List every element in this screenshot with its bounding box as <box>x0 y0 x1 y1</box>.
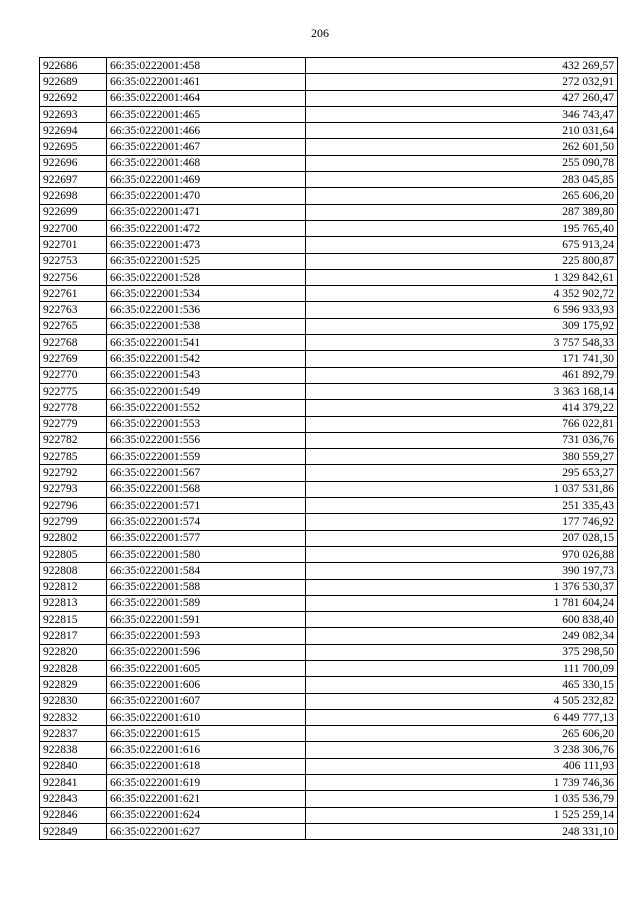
row-number-cell: 922701 <box>40 237 107 253</box>
table-row <box>40 758 618 774</box>
value-cell: 731 036,76 <box>306 432 618 448</box>
row-number-cell: 922805 <box>40 546 107 562</box>
row-number-cell: 922802 <box>40 530 107 546</box>
value-cell: 432 269,57 <box>306 58 618 74</box>
row-number-cell: 922775 <box>40 383 107 399</box>
table-row <box>40 775 618 791</box>
cadastral-number-cell: 66:35:0222001:465 <box>107 106 306 122</box>
cadastral-number-cell: 66:35:0222001:580 <box>107 546 306 562</box>
row-number-cell: 922694 <box>40 123 107 139</box>
row-number-cell: 922849 <box>40 823 107 839</box>
row-number-cell: 922692 <box>40 90 107 106</box>
table-row <box>40 677 618 693</box>
row-number-cell: 922792 <box>40 465 107 481</box>
row-number-cell: 922796 <box>40 498 107 514</box>
value-cell: 177 746,92 <box>306 514 618 530</box>
table-row <box>40 530 618 546</box>
table-body <box>40 58 618 840</box>
cadastral-number-cell: 66:35:0222001:574 <box>107 514 306 530</box>
table-row <box>40 481 618 497</box>
cadastral-number-cell: 66:35:0222001:464 <box>107 90 306 106</box>
table-row <box>40 123 618 139</box>
row-number-cell: 922689 <box>40 74 107 90</box>
table-row <box>40 498 618 514</box>
table-row <box>40 400 618 416</box>
row-number-cell: 922793 <box>40 481 107 497</box>
value-cell: 970 026,88 <box>306 546 618 562</box>
table-row <box>40 514 618 530</box>
table-row <box>40 595 618 611</box>
table-row <box>40 351 618 367</box>
row-number-cell: 922841 <box>40 775 107 791</box>
value-cell: 406 111,93 <box>306 758 618 774</box>
cadastral-number-cell: 66:35:0222001:607 <box>107 693 306 709</box>
row-number-cell: 922765 <box>40 318 107 334</box>
row-number-cell: 922840 <box>40 758 107 774</box>
table-row <box>40 709 618 725</box>
value-cell: 3 757 548,33 <box>306 335 618 351</box>
value-cell: 380 559,27 <box>306 449 618 465</box>
value-cell: 675 913,24 <box>306 237 618 253</box>
value-cell: 4 352 902,72 <box>306 286 618 302</box>
cadastral-number-cell: 66:35:0222001:472 <box>107 220 306 236</box>
row-number-cell: 922815 <box>40 612 107 628</box>
cadastral-number-cell: 66:35:0222001:538 <box>107 318 306 334</box>
cadastral-number-cell: 66:35:0222001:588 <box>107 579 306 595</box>
cadastral-number-cell: 66:35:0222001:552 <box>107 400 306 416</box>
cadastral-number-cell: 66:35:0222001:619 <box>107 775 306 791</box>
cadastral-number-cell: 66:35:0222001:468 <box>107 155 306 171</box>
value-cell: 600 838,40 <box>306 612 618 628</box>
cadastral-number-cell: 66:35:0222001:591 <box>107 612 306 628</box>
value-cell: 6 596 933,93 <box>306 302 618 318</box>
row-number-cell: 922770 <box>40 367 107 383</box>
value-cell: 1 781 604,24 <box>306 595 618 611</box>
value-cell: 414 379,22 <box>306 400 618 416</box>
row-number-cell: 922693 <box>40 106 107 122</box>
value-cell: 346 743,47 <box>306 106 618 122</box>
value-cell: 427 260,47 <box>306 90 618 106</box>
cadastral-number-cell: 66:35:0222001:543 <box>107 367 306 383</box>
value-cell: 1 329 842,61 <box>306 269 618 285</box>
cadastral-number-cell: 66:35:0222001:528 <box>107 269 306 285</box>
row-number-cell: 922763 <box>40 302 107 318</box>
cadastral-number-cell: 66:35:0222001:549 <box>107 383 306 399</box>
cadastral-number-cell: 66:35:0222001:541 <box>107 335 306 351</box>
row-number-cell: 922828 <box>40 660 107 676</box>
table-row <box>40 693 618 709</box>
table-row <box>40 318 618 334</box>
value-cell: 265 606,20 <box>306 726 618 742</box>
cadastral-number-cell: 66:35:0222001:534 <box>107 286 306 302</box>
table-row <box>40 823 618 839</box>
value-cell: 766 022,81 <box>306 416 618 432</box>
cadastral-number-cell: 66:35:0222001:568 <box>107 481 306 497</box>
row-number-cell: 922837 <box>40 726 107 742</box>
value-cell: 3 363 168,14 <box>306 383 618 399</box>
table-row <box>40 612 618 628</box>
table-row <box>40 139 618 155</box>
table-row <box>40 579 618 595</box>
row-number-cell: 922785 <box>40 449 107 465</box>
cadastral-number-cell: 66:35:0222001:624 <box>107 807 306 823</box>
row-number-cell: 922695 <box>40 139 107 155</box>
table-row <box>40 628 618 644</box>
cadastral-number-cell: 66:35:0222001:621 <box>107 791 306 807</box>
table-row <box>40 188 618 204</box>
row-number-cell: 922799 <box>40 514 107 530</box>
row-number-cell: 922812 <box>40 579 107 595</box>
table-row <box>40 269 618 285</box>
table-row <box>40 58 618 74</box>
value-cell: 1 739 746,36 <box>306 775 618 791</box>
cadastral-number-cell: 66:35:0222001:606 <box>107 677 306 693</box>
value-cell: 390 197,73 <box>306 563 618 579</box>
row-number-cell: 922769 <box>40 351 107 367</box>
value-cell: 262 601,50 <box>306 139 618 155</box>
cadastral-number-cell: 66:35:0222001:536 <box>107 302 306 318</box>
page-number: 206 <box>311 26 329 40</box>
cadastral-number-cell: 66:35:0222001:616 <box>107 742 306 758</box>
row-number-cell: 922820 <box>40 644 107 660</box>
value-cell: 251 335,43 <box>306 498 618 514</box>
table-row <box>40 791 618 807</box>
table-row <box>40 660 618 676</box>
table-row <box>40 220 618 236</box>
row-number-cell: 922753 <box>40 253 107 269</box>
table-row <box>40 367 618 383</box>
row-number-cell: 922698 <box>40 188 107 204</box>
value-cell: 375 298,50 <box>306 644 618 660</box>
row-number-cell: 922699 <box>40 204 107 220</box>
table-row <box>40 383 618 399</box>
cadastral-number-cell: 66:35:0222001:584 <box>107 563 306 579</box>
table-row <box>40 90 618 106</box>
cadastral-number-cell: 66:35:0222001:593 <box>107 628 306 644</box>
row-number-cell: 922838 <box>40 742 107 758</box>
row-number-cell: 922778 <box>40 400 107 416</box>
value-cell: 295 653,27 <box>306 465 618 481</box>
cadastral-number-cell: 66:35:0222001:553 <box>107 416 306 432</box>
table-row <box>40 742 618 758</box>
table-row <box>40 807 618 823</box>
table-row <box>40 335 618 351</box>
cadastral-number-cell: 66:35:0222001:618 <box>107 758 306 774</box>
table-row <box>40 172 618 188</box>
value-cell: 210 031,64 <box>306 123 618 139</box>
value-cell: 287 389,80 <box>306 204 618 220</box>
row-number-cell: 922696 <box>40 155 107 171</box>
value-cell: 1 037 531,86 <box>306 481 618 497</box>
value-cell: 309 175,92 <box>306 318 618 334</box>
table-row <box>40 644 618 660</box>
row-number-cell: 922830 <box>40 693 107 709</box>
value-cell: 265 606,20 <box>306 188 618 204</box>
row-number-cell: 922808 <box>40 563 107 579</box>
cadastral-number-cell: 66:35:0222001:605 <box>107 660 306 676</box>
table-row <box>40 432 618 448</box>
value-cell: 249 082,34 <box>306 628 618 644</box>
cadastral-number-cell: 66:35:0222001:589 <box>107 595 306 611</box>
row-number-cell: 922761 <box>40 286 107 302</box>
cadastral-number-cell: 66:35:0222001:542 <box>107 351 306 367</box>
table-row <box>40 546 618 562</box>
row-number-cell: 922817 <box>40 628 107 644</box>
cadastral-number-cell: 66:35:0222001:471 <box>107 204 306 220</box>
cadastral-number-cell: 66:35:0222001:470 <box>107 188 306 204</box>
cadastral-number-cell: 66:35:0222001:525 <box>107 253 306 269</box>
table-row <box>40 155 618 171</box>
cadastral-number-cell: 66:35:0222001:596 <box>107 644 306 660</box>
value-cell: 207 028,15 <box>306 530 618 546</box>
cadastral-number-cell: 66:35:0222001:458 <box>107 58 306 74</box>
cadastral-number-cell: 66:35:0222001:627 <box>107 823 306 839</box>
table-row <box>40 449 618 465</box>
row-number-cell: 922686 <box>40 58 107 74</box>
cadastral-number-cell: 66:35:0222001:559 <box>107 449 306 465</box>
row-number-cell: 922813 <box>40 595 107 611</box>
row-number-cell: 922700 <box>40 220 107 236</box>
table-row <box>40 302 618 318</box>
value-cell: 195 765,40 <box>306 220 618 236</box>
row-number-cell: 922832 <box>40 709 107 725</box>
value-cell: 1 525 259,14 <box>306 807 618 823</box>
row-number-cell: 922756 <box>40 269 107 285</box>
value-cell: 272 032,91 <box>306 74 618 90</box>
table-row <box>40 237 618 253</box>
value-cell: 4 505 232,82 <box>306 693 618 709</box>
cadastral-number-cell: 66:35:0222001:556 <box>107 432 306 448</box>
cadastral-number-cell: 66:35:0222001:610 <box>107 709 306 725</box>
cadastral-number-cell: 66:35:0222001:571 <box>107 498 306 514</box>
row-number-cell: 922846 <box>40 807 107 823</box>
cadastral-value-table <box>39 57 618 840</box>
value-cell: 461 892,79 <box>306 367 618 383</box>
value-cell: 6 449 777,13 <box>306 709 618 725</box>
table-row <box>40 726 618 742</box>
value-cell: 465 330,15 <box>306 677 618 693</box>
row-number-cell: 922843 <box>40 791 107 807</box>
cadastral-number-cell: 66:35:0222001:615 <box>107 726 306 742</box>
cadastral-number-cell: 66:35:0222001:466 <box>107 123 306 139</box>
row-number-cell: 922768 <box>40 335 107 351</box>
value-cell: 248 331,10 <box>306 823 618 839</box>
row-number-cell: 922829 <box>40 677 107 693</box>
table-row <box>40 106 618 122</box>
cadastral-number-cell: 66:35:0222001:577 <box>107 530 306 546</box>
cadastral-number-cell: 66:35:0222001:473 <box>107 237 306 253</box>
value-cell: 3 238 306,76 <box>306 742 618 758</box>
table-row <box>40 465 618 481</box>
row-number-cell: 922779 <box>40 416 107 432</box>
value-cell: 255 090,78 <box>306 155 618 171</box>
cadastral-number-cell: 66:35:0222001:461 <box>107 74 306 90</box>
table-row <box>40 74 618 90</box>
table-row <box>40 204 618 220</box>
cadastral-number-cell: 66:35:0222001:567 <box>107 465 306 481</box>
table-row <box>40 253 618 269</box>
value-cell: 171 741,30 <box>306 351 618 367</box>
value-cell: 111 700,09 <box>306 660 618 676</box>
cadastral-number-cell: 66:35:0222001:469 <box>107 172 306 188</box>
value-cell: 225 800,87 <box>306 253 618 269</box>
row-number-cell: 922697 <box>40 172 107 188</box>
cadastral-number-cell: 66:35:0222001:467 <box>107 139 306 155</box>
row-number-cell: 922782 <box>40 432 107 448</box>
value-cell: 1 376 530,37 <box>306 579 618 595</box>
value-cell: 283 045,85 <box>306 172 618 188</box>
table-row <box>40 563 618 579</box>
table-row <box>40 416 618 432</box>
value-cell: 1 035 536,79 <box>306 791 618 807</box>
table-row <box>40 286 618 302</box>
